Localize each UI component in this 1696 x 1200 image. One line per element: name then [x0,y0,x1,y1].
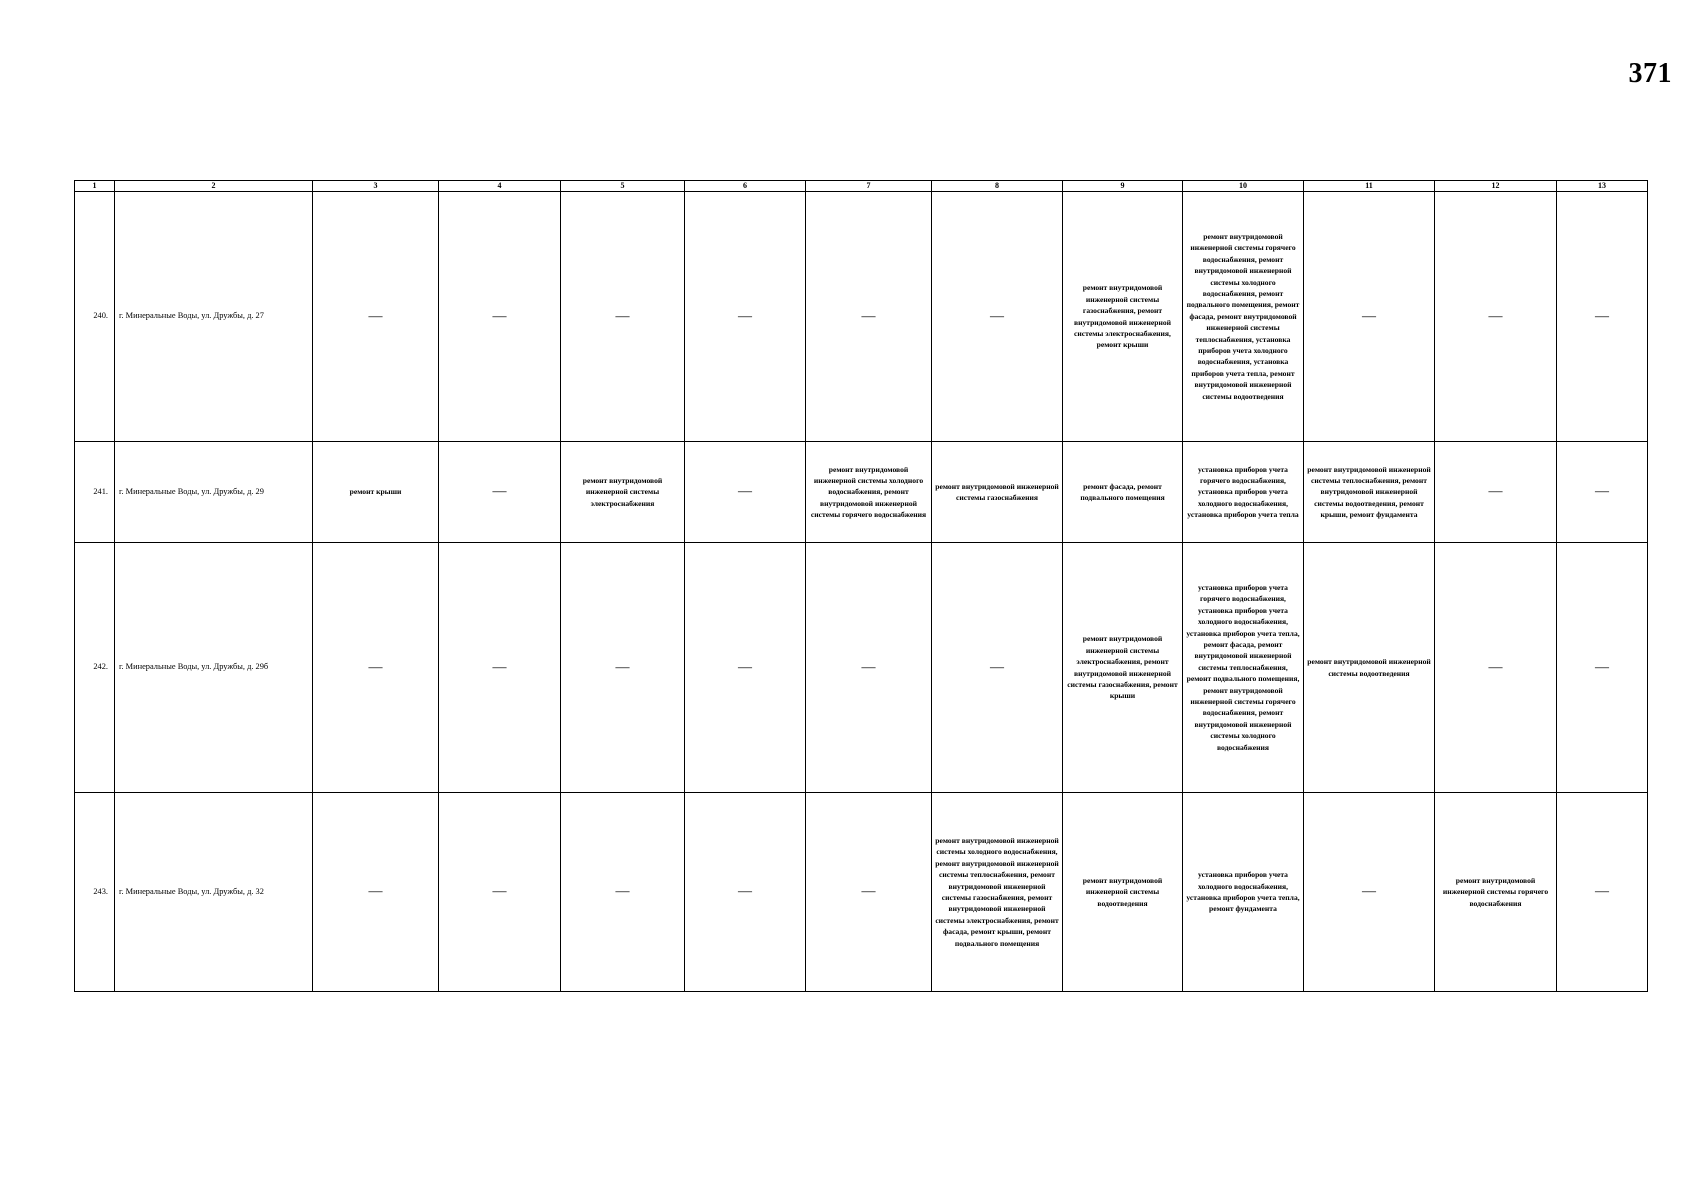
column-header: 1 [75,181,115,192]
table-cell [932,192,1063,442]
repair-works-cell: ремонт внутридомовой инженерной системы электроснабжения [561,442,685,543]
repair-works-cell: ремонт крыши [313,442,439,543]
table-cell [685,543,806,793]
table-row [75,793,1648,992]
table-cell [685,192,806,442]
table-row [75,442,1648,543]
repair-works-cell: ремонт внутридомовой инженерной системы холодного водоснабжения, ремонт внутридомовой инженерной системы горячего водоснабжения [806,442,932,543]
table-cell [561,192,685,442]
repair-schedule-table [74,180,1648,992]
dash: — [1488,308,1503,324]
dash: — [1595,308,1609,324]
column-number-row [75,181,1648,192]
dash: — [738,308,752,324]
table-row [75,192,1648,442]
dash: — [368,659,383,675]
repair-works-cell: ремонт внутридомовой инженерной системы электроснабжения, ремонт внутридомовой инженерной системы газоснабжения, ремонт крыши [1063,543,1183,793]
repair-works-cell: ремонт внутридомовой инженерной системы горячего водоснабжения, ремонт внутридомовой инженерной системы холодного водоснабжения, ремонт подвального помещения, ремонт фасада, ремонт внутридомовой инженерной системы теплоснабжения, установка приборов учета холодного водоснабжения, установка приборов учета тепла, ремонт внутридомовой инженерной системы водоотведения [1183,192,1304,442]
table-cell [439,442,561,543]
table-cell [561,793,685,992]
dash: — [368,884,383,899]
address-cell: г. Минеральные Воды, ул. Дружбы, д. 27 [115,192,313,442]
dash: — [615,884,630,899]
dash: — [492,659,507,675]
dash: — [1595,659,1609,675]
dash: — [1595,884,1609,899]
dash: — [861,308,876,324]
table-row [75,543,1648,793]
table-cell [439,793,561,992]
table-cell [932,543,1063,793]
repair-works-cell: установка приборов учета горячего водоснабжения, установка приборов учета холодного водоснабжения, установка приборов учета тепла [1183,442,1304,543]
table-cell [806,543,932,793]
dash: — [492,884,507,899]
dash: — [738,659,752,675]
table-cell [313,543,439,793]
column-header: 5 [561,181,685,192]
column-header: 10 [1183,181,1304,192]
repair-works-cell: ремонт внутридомовой инженерной системы газоснабжения [932,442,1063,543]
column-header: 11 [1304,181,1435,192]
column-header: 8 [932,181,1063,192]
address-cell: г. Минеральные Воды, ул. Дружбы, д. 29 [115,442,313,543]
table-cell [439,543,561,793]
repair-works-cell: ремонт внутридомовой инженерной системы газоснабжения, ремонт внутридомовой инженерной системы электроснабжения, ремонт крыши [1063,192,1183,442]
table-cell [313,192,439,442]
dash: — [1362,308,1376,324]
column-header: 9 [1063,181,1183,192]
dash: — [861,884,876,899]
dash: — [615,308,630,324]
table-cell [1557,543,1648,793]
table-cell [1304,793,1435,992]
dash: — [615,659,630,675]
column-header: 13 [1557,181,1648,192]
table-cell [439,192,561,442]
repair-works-cell: ремонт внутридомовой инженерной системы водоотведения [1304,543,1435,793]
column-header: 2 [115,181,313,192]
row-number: 241. [75,442,115,543]
table-cell [1557,793,1648,992]
dash: — [1595,484,1609,499]
address-cell: г. Минеральные Воды, ул. Дружбы, д. 29б [115,543,313,793]
repair-works-cell: ремонт внутридомовой инженерной системы водоотведения [1063,793,1183,992]
table-cell [1557,192,1648,442]
table-cell [806,192,932,442]
dash: — [1362,884,1376,899]
dash: — [368,308,383,324]
dash: — [861,659,876,675]
table-cell [1435,442,1557,543]
repair-works-cell: ремонт внутридомовой инженерной системы холодного водоснабжения, ремонт внутридомовой инженерной системы теплоснабжения, ремонт внутридомовой инженерной системы газоснабжения, ремонт внутридомовой инженерной системы электроснабжения, ремонт фасада, ремонт крыши, ремонт подвального помещения [932,793,1063,992]
column-header: 4 [439,181,561,192]
dash: — [990,659,1004,675]
column-header: 6 [685,181,806,192]
table-cell [561,543,685,793]
row-number: 243. [75,793,115,992]
row-number: 242. [75,543,115,793]
page-number: 371 [1628,58,1672,89]
repair-works-cell: установка приборов учета холодного водоснабжения, установка приборов учета тепла, ремонт фундамента [1183,793,1304,992]
repair-works-cell: ремонт внутридомовой инженерной системы теплоснабжения, ремонт внутридомовой инженерной системы водоотведения, ремонт крыши, ремонт фундамента [1304,442,1435,543]
dash: — [1488,484,1503,499]
column-header: 12 [1435,181,1557,192]
table-cell [1557,442,1648,543]
repair-works-cell: установка приборов учета горячего водоснабжения, установка приборов учета холодного водоснабжения, установка приборов учета тепла, ремонт фасада, ремонт внутридомовой инженерной системы теплоснабжения, ремонт подвального помещения, ремонт внутридомовой инженерной системы горячего водоснабжения, ремонт внутридомовой инженерной системы холодного водоснабжения [1183,543,1304,793]
table-cell [806,793,932,992]
dash: — [1488,659,1503,675]
table-cell [1435,543,1557,793]
column-header: 3 [313,181,439,192]
table-cell [685,442,806,543]
table-cell [1304,192,1435,442]
row-number: 240. [75,192,115,442]
dash: — [738,484,752,499]
repair-works-cell: ремонт внутридомовой инженерной системы горячего водоснабжения [1435,793,1557,992]
dash: — [738,884,752,899]
dash: — [492,484,507,499]
column-header: 7 [806,181,932,192]
address-cell: г. Минеральные Воды, ул. Дружбы, д. 32 [115,793,313,992]
table-cell [313,793,439,992]
dash: — [492,308,507,324]
dash: — [990,308,1004,324]
repair-works-cell: ремонт фасада, ремонт подвального помещения [1063,442,1183,543]
table-cell [1435,192,1557,442]
table-cell [685,793,806,992]
